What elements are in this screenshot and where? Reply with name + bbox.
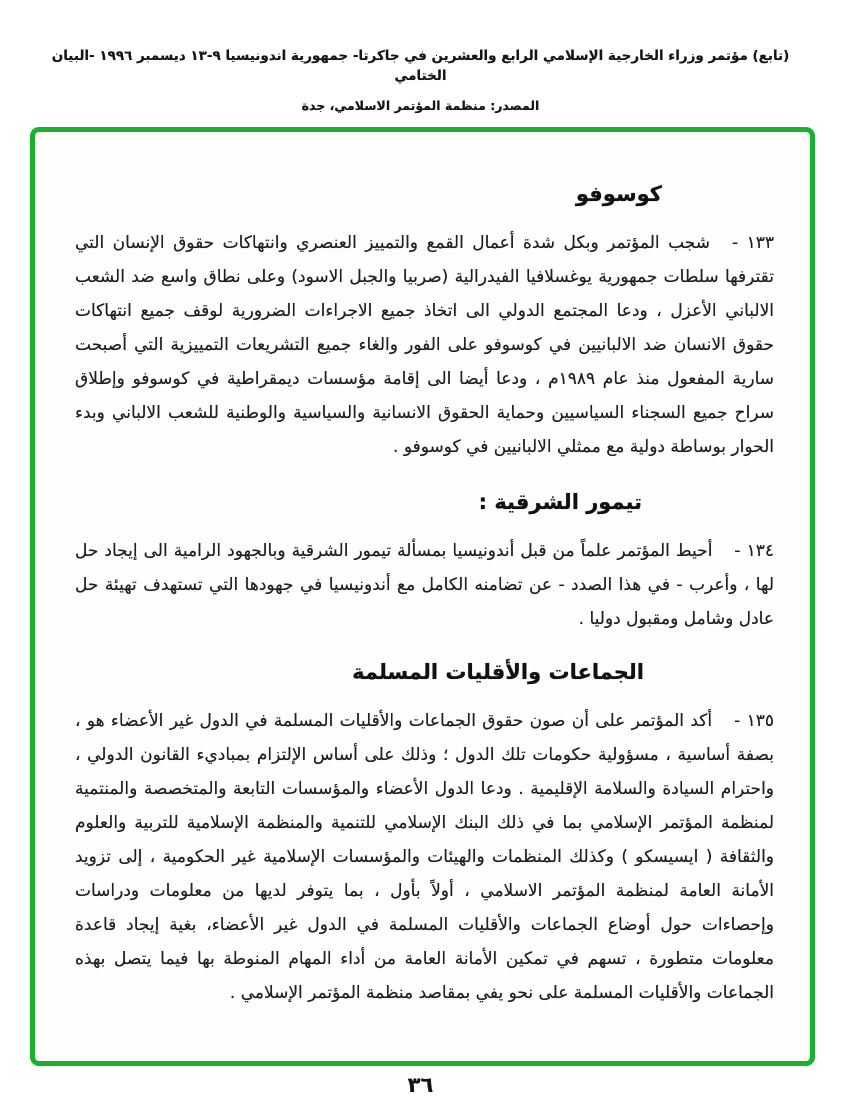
header-conference-title: (تابع) مؤتمر وزراء الخارجية الإسلامي الرابع والعشرين في جاكرتا- جمهورية اندونيسيا ٩-١٣ ديسمبر ١٩٩٦ -البيان الختامي <box>51 48 790 85</box>
paragraph-133 <box>75 226 774 464</box>
paragraph-133-text: شجب المؤتمر وبكل شدة أعمال القمع والتمييز العنصري وانتهاكات حقوق الإنسان التي تقترفها سلطات جمهورية يوغسلافيا الفيدرالية (صربيا والجبل الاسود) وعلى نطاق واسع ضد الشعب الالباني الأعزل ، ودعا المجتمع الدولي الى اتخاذ جميع الاجراءات الضرورية لوقف جميع انتهاكات حقوق الانسان ضد الالبانيين في كوسوفو على الفور والغاء جميع التشريعات التمييزية التي أصبحت سارية المفعول منذ عام ١٩٨٩م ، ودعا أيضا الى إقامة مؤسسات ديمقراطية في كوسوفو وإطلاق سراح جميع السجناء السياسيين وحماية الحقوق الانسانية والسياسية والوطنية للشعب الالباني وبدء الحوار بوساطة دولية مع ممثلي الالبانيين في كوسوفو . <box>75 233 774 457</box>
paragraph-134-number: ١٣٤ - <box>734 541 774 561</box>
section-heading-east-timor: تيمور الشرقية : <box>478 490 642 514</box>
paragraph-134 <box>75 534 774 636</box>
paragraph-135-number: ١٣٥ - <box>734 711 774 731</box>
paragraph-134-text: أحيط المؤتمر علماً من قبل أندونيسيا بمسألة تيمور الشرقية وبالجهود الرامية الى إيجاد حل لها ، وأعرب - في هذا الصدد - عن تضامنه الكامل مع أندونيسيا في جهودها التي تستهدف تهيئة حل عادل وشامل ومقبول دوليا . <box>75 541 774 629</box>
paragraph-135-text: أكد المؤتمر على أن صون حقوق الجماعات والأقليات المسلمة في الدول غير الأعضاء هو ، بصفة أساسية ، مسؤولية حكومات تلك الدول ؛ وذلك على أساس الإلتزام بمباديء القانون الدولي ، واحترام السيادة والسلامة الإقليمية . ودعا الدول الأعضاء والمؤسسات التابعة والمتخصصة والمنتمية لمنظمة المؤتمر الإسلامي بما في ذلك البنك الإسلامي للتنمية والمنظمة الإسلامية للتربية والعلوم والثقافة ( ايسيسكو ) وكذلك المنظمات والهيئات والمؤسسات الإسلامية غير الحكومية ، إلى تزويد الأمانة العامة لمنظمة المؤتمر الاسلامي ، أولاً بأول ، بما يتوفر لديها من معلومات ودراسات وإحصاءات حول أوضاع الجماعات والأقليات المسلمة في الدول غير الأعضاء، بغية إيجاد قاعدة معلومات متطورة ، تسهم في تمكين الأمانة العامة من أداء المهام المنوطة بها فيما يتصل بهذه الجماعات والأقليات المسلمة على نحو يفي بمقاصد منظمة المؤتمر الإسلامي . <box>75 711 774 1003</box>
document-header <box>0 0 841 113</box>
section-heading-kosovo: كوسوفو <box>575 182 662 206</box>
green-content-frame <box>30 127 815 1066</box>
section-heading-muslim-minorities: الجماعات والأقليات المسلمة <box>352 660 644 684</box>
page-number: ٣٦ <box>407 1073 434 1097</box>
header-source-line: المصدر: منظمة المؤتمر الاسلامي، جدة <box>301 97 540 113</box>
paragraph-133-number: ١٣٣ - <box>731 233 774 253</box>
paragraph-135 <box>75 704 774 1010</box>
